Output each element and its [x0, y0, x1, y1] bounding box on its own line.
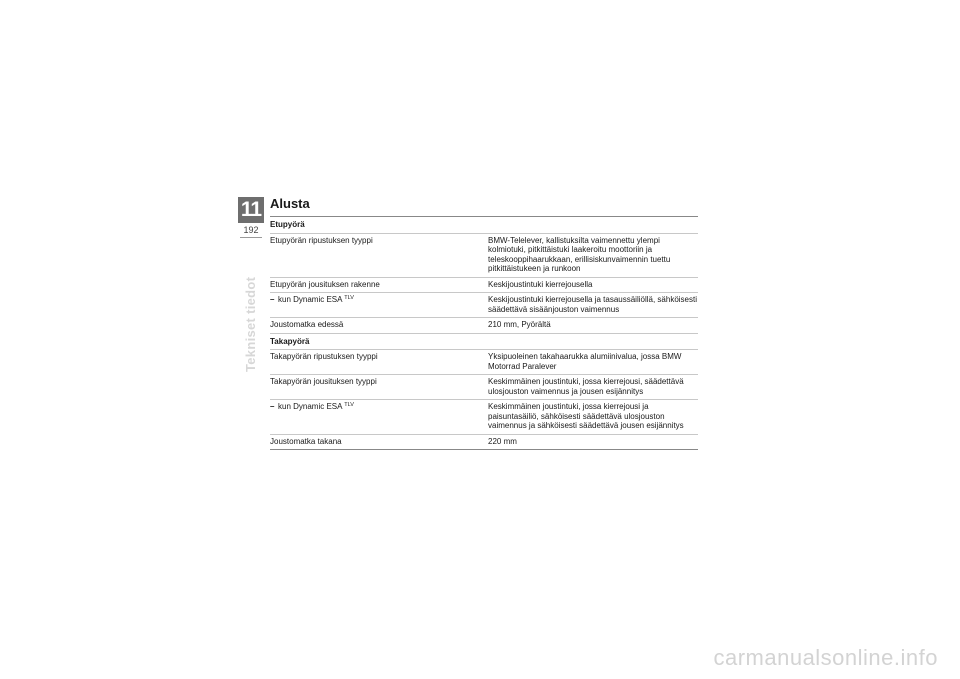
- table-row: [270, 350, 698, 375]
- table-row: [270, 293, 698, 318]
- spec-label: Joustomatka edessä: [270, 318, 486, 334]
- spec-value: Keskijoustintuki kierrejousella: [486, 277, 698, 293]
- spec-value: Keskimmäinen joustintuki, jossa kierrejousi, säädettävä ulosjouston vaimennus ja jousen esijännitys: [486, 375, 698, 400]
- spec-label: Etupyörän jousituksen rakenne: [270, 277, 486, 293]
- spec-content: [270, 196, 698, 450]
- table-row: [270, 318, 698, 334]
- table-row: [270, 277, 698, 293]
- spec-value: Yksipuoleinen takahaarukka alumiinivalua, jossa BMW Motorrad Paralever: [486, 350, 698, 375]
- spec-label-sub: [270, 400, 486, 435]
- spec-label-text: kun Dynamic ESA: [278, 295, 343, 304]
- spec-value: Keskimmäinen joustintuki, jossa kierrejousi ja paisuntasäiliö, sähköisesti säädettävä ulosjouston vaimennus ja sähköisesti säädettävä jousen esijännitys: [486, 400, 698, 435]
- spec-value: 210 mm, Pyörältä: [486, 318, 698, 334]
- table-row: [270, 400, 698, 435]
- superscript-note: TLV: [344, 402, 354, 408]
- table-row: [270, 233, 698, 277]
- dash-bullet: –: [270, 402, 275, 411]
- chapter-number-badge: 11: [238, 197, 264, 223]
- page-number-divider: [240, 237, 262, 238]
- spec-value: BMW-Telelever, kallistuksilta vaimennettu ylempi kolmiotuki, pitkittäistuki laakeroitu moottoriin ja teleskooppihaarukkaan, erillisiskunvaimennin tuettu pitkittäistukeen ja runkoon: [486, 233, 698, 277]
- rear-wheel-heading: Takapyörä: [270, 333, 698, 350]
- spec-value: 220 mm: [486, 434, 698, 450]
- section-title: Alusta: [270, 196, 310, 211]
- page-number: 192: [243, 225, 259, 235]
- spec-label-sub: [270, 293, 486, 318]
- chapter-side-label: Tekniset tiedot: [243, 276, 258, 372]
- spec-label: Takapyörän ripustuksen tyyppi: [270, 350, 486, 375]
- spec-table: [270, 216, 698, 450]
- table-row: [270, 434, 698, 450]
- table-row: [270, 375, 698, 400]
- spec-label: Joustomatka takana: [270, 434, 486, 450]
- spec-label: Etupyörän ripustuksen tyyppi: [270, 233, 486, 277]
- front-wheel-heading: Etupyörä: [270, 217, 698, 234]
- superscript-note: TLV: [344, 295, 354, 301]
- dash-bullet: –: [270, 295, 275, 304]
- spec-label: Takapyörän jousituksen tyyppi: [270, 375, 486, 400]
- spec-value: Keskijoustintuki kierrejousella ja tasaussäiliöllä, sähköisesti säädettävä sisäänjouston vaimennus: [486, 293, 698, 318]
- rear-wheel-heading-row: [270, 333, 698, 350]
- spec-label-text: kun Dynamic ESA: [278, 402, 343, 411]
- front-wheel-heading-row: [270, 217, 698, 234]
- watermark-text: carmanualsonline.info: [713, 645, 938, 670]
